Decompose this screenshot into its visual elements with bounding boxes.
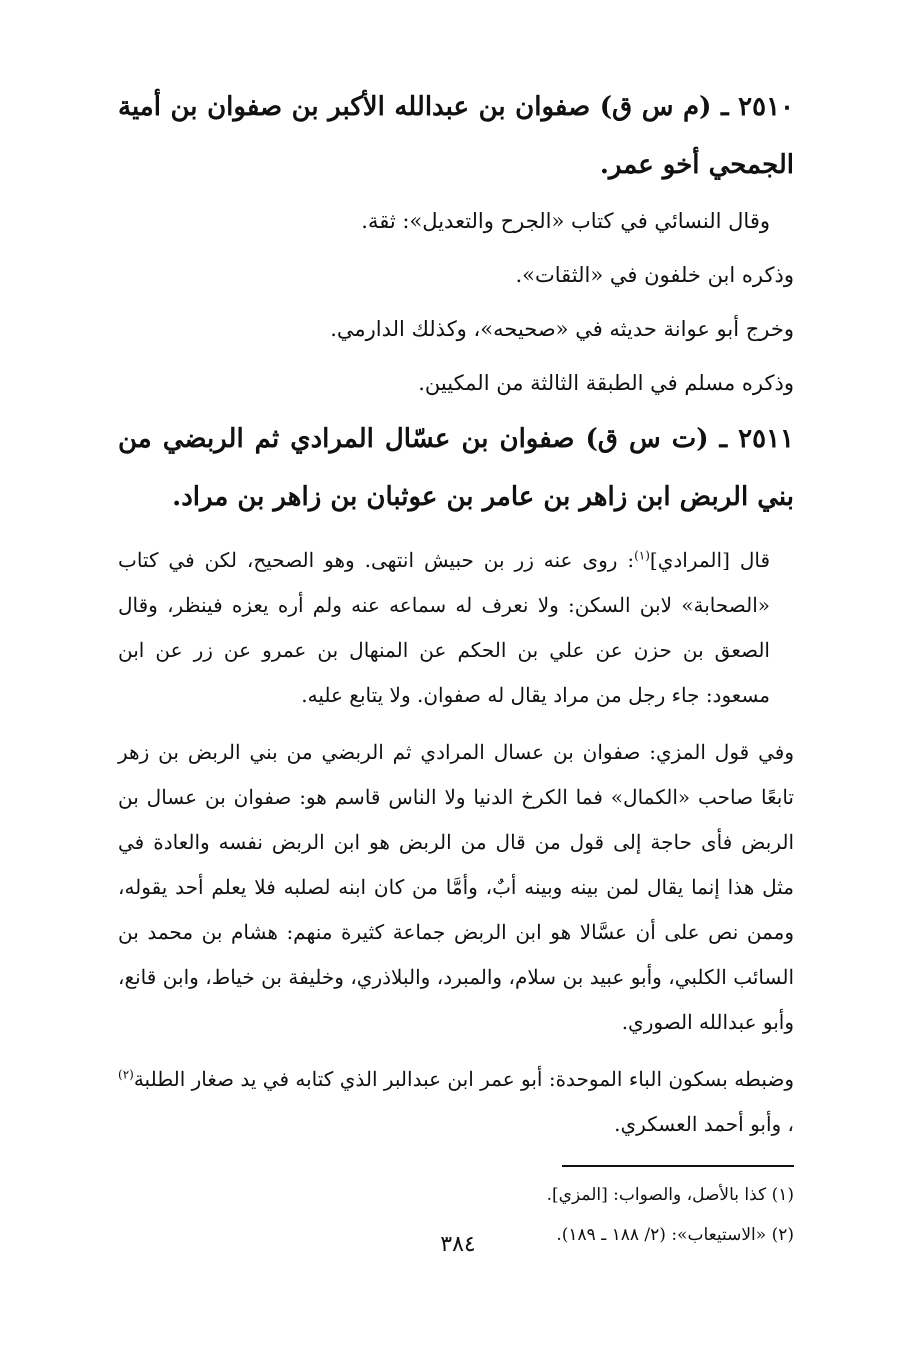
footnote: (١) كذا بالأصل، والصواب: [المزي].: [546, 1185, 794, 1205]
footnote-separator: [118, 1147, 794, 1175]
entry-2510-line: وقال النسائي في كتاب «الجرح والتعديل»: ثقة.: [361, 209, 770, 233]
paragraph-text: : روى عنه زر بن حبيش انتهى. وهو الصحيح، لكن في كتاب «الصحابة» لابن السكن: ولا نعرف له سماعه عنه ولم أره يعزه فينظر، وقال الصعق بن حزن عن علي بن الحكم عن المنهال بن عمرو عن زر عن ابن مسعود: جاء رجل من مراد يقال له صفوان. ولا يتابع عليه.: [118, 548, 770, 707]
page-number: ٣٨٤: [440, 1232, 476, 1257]
entry-2511-paragraph: وفي قول المزي: صفوان بن عسال المرادي ثم الربضي من بني الربض بن زهر تابعًا صاحب «الكمال» فما الكرخ الدنيا ولا الناس قاسم هو: صفوان بن عسال بن الربض فأى حاجة إلى قول من قال من الربض هو ابن الربض نفسه والعادة في مثل هذا إنما يقال لمن بينه وبينه أبٌ، وأمَّا من كان ابنه لصلبه فلا يعلم أحد يقوله، وممن نص على أن عسَّالا هو ابن الربض جماعة كثيرة منهم: هشام بن محمد بن السائب الكلبي، وأبو عبيد بن سلام، والمبرد، والبلاذري، وخليفة بن خياط، وابن قانع، وأبو عبدالله الصوري.: [118, 740, 794, 1034]
page-body: [118, 78, 794, 1255]
entry-2510-heading: ٢٥١٠ ـ (م س ق) صفوان بن عبدالله الأكبر بن صفوان بن أمية الجمحي أخو عمر.: [118, 92, 794, 180]
entry-2511-paragraph: [118, 538, 794, 718]
separator-line: [562, 1165, 794, 1167]
footnote-ref: (١): [634, 548, 650, 563]
entry-2511-heading: ٢٥١١ ـ (ت س ق) صفوان بن عسّال المرادي ثم الربضي من بني الربض ابن زاهر بن عامر بن عوثبان بن زاهر بن مراد.: [118, 424, 794, 512]
footnote-ref: (٢): [118, 1067, 134, 1082]
entry-2511-paragraph: [118, 1057, 794, 1147]
entry-2510-line: وخرج أبو عوانة حديثه في «صحيحه»، وكذلك الدارمي.: [330, 317, 794, 341]
entry-2510-line: وذكره ابن خلفون في «الثقات».: [515, 263, 794, 287]
paragraph-text: ، وأبو أحمد العسكري.: [614, 1112, 794, 1136]
entry-2510-line: وذكره مسلم في الطبقة الثالثة من المكيين.: [418, 371, 794, 395]
paragraph-text: وضبطه بسكون الباء الموحدة: أبو عمر ابن عبدالبر الذي كتابه في يد صغار الطلبة: [133, 1067, 794, 1091]
footnote: (٢) «الاستيعاب»: (٢/ ١٨٨ ـ ١٨٩).: [556, 1225, 794, 1245]
paragraph-text: قال [المرادي]: [649, 548, 770, 572]
